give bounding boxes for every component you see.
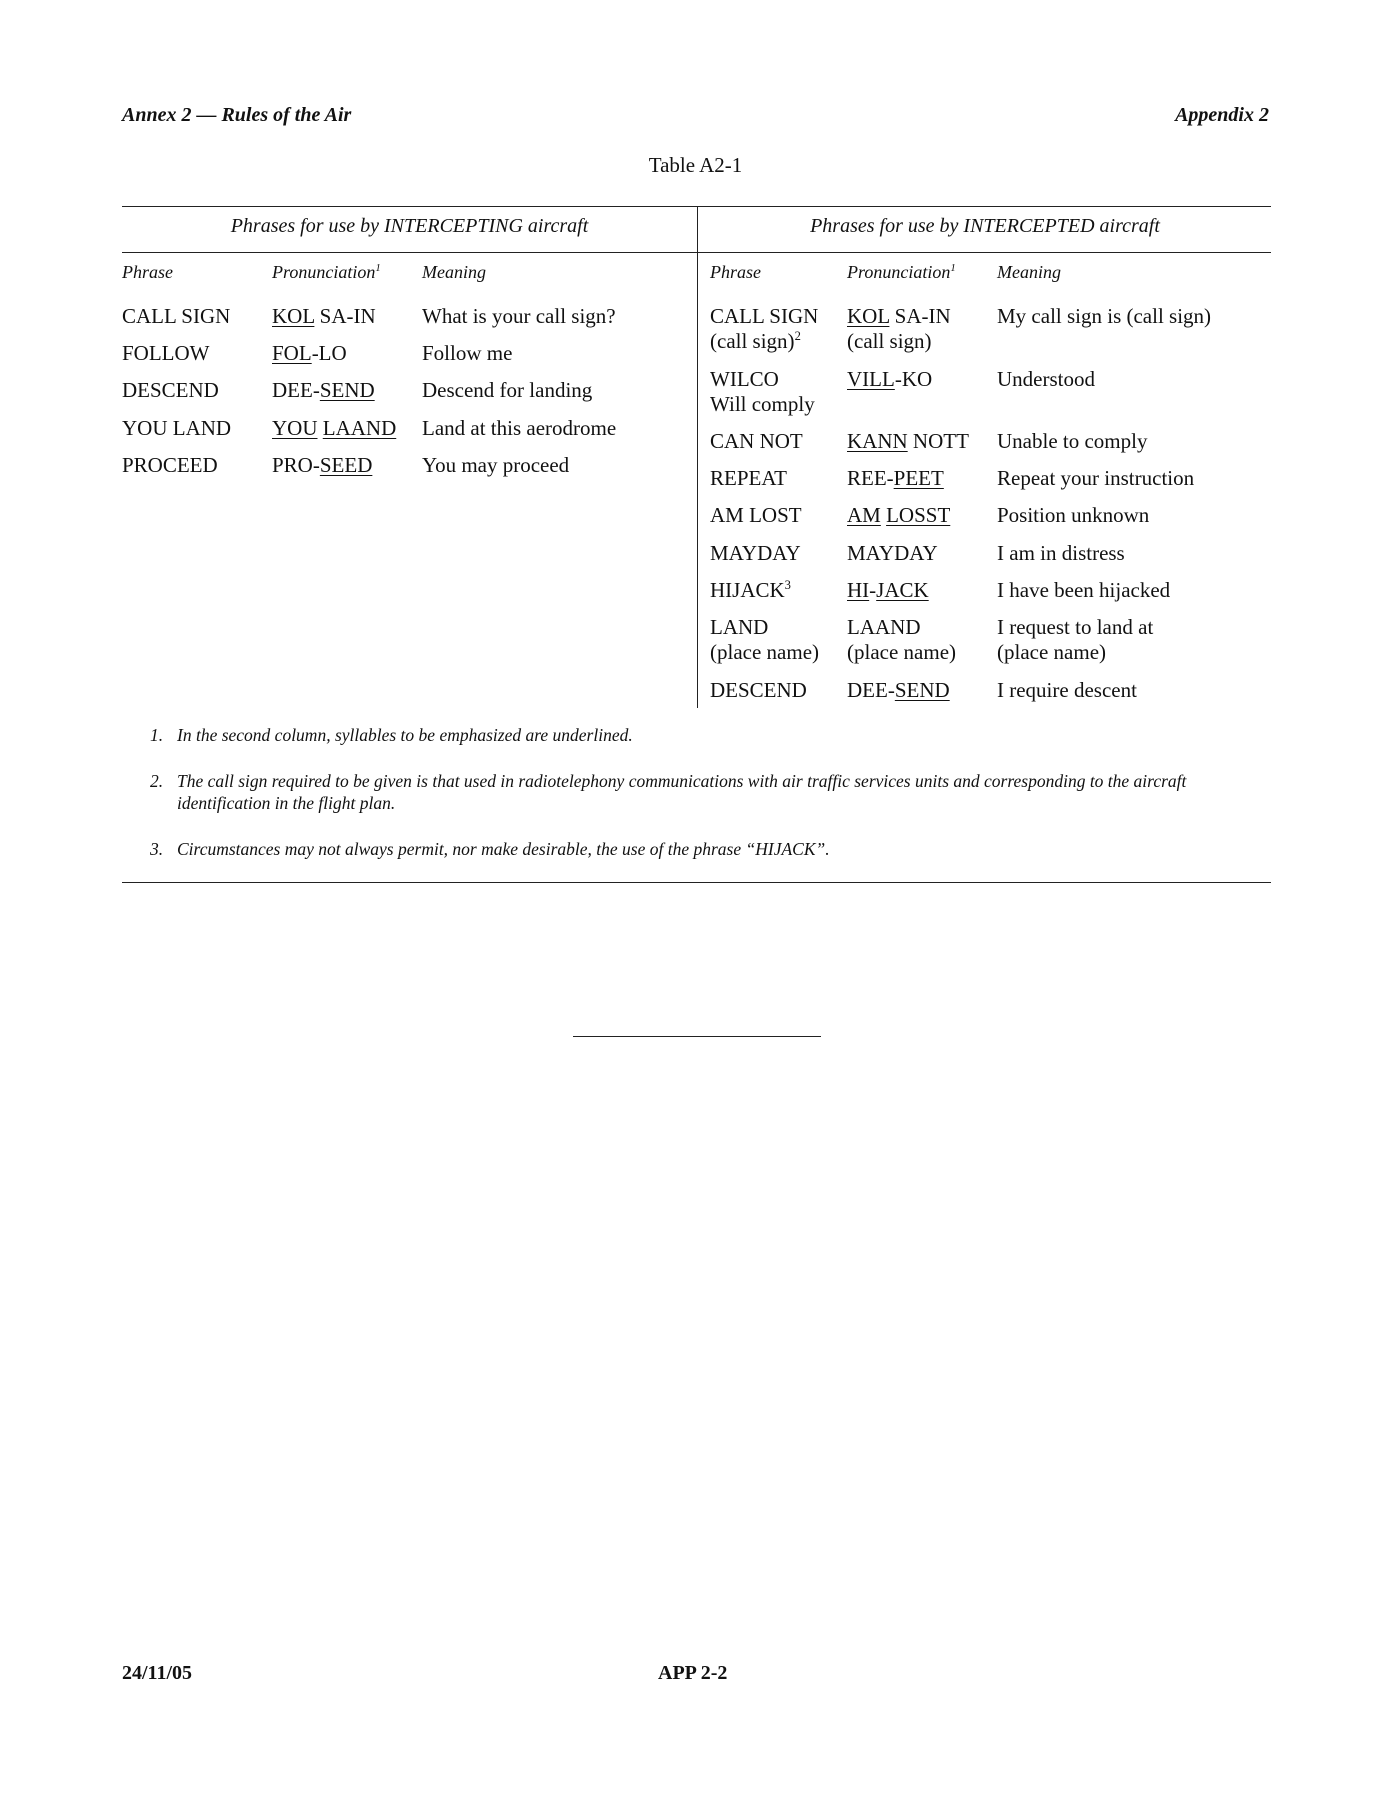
running-header-right: Appendix 2 [1175,104,1269,126]
right-meaning: Repeat your instruction [997,466,1195,490]
left-pronunciation: FOL-LO [272,341,347,365]
right-pronunciation: REE-PEET [847,466,944,490]
right-phrase: HIJACK$^3$ [710,578,791,602]
left-phrase: CALL SIGN [122,304,231,328]
running-header-left: Annex 2 — Rules of the Air [122,104,352,126]
intercepting-group-title: Phrases for use by INTERCEPTING aircraft [230,215,589,237]
left-phrase: FOLLOW [122,341,210,365]
right-phrase: MAYDAY [710,541,801,565]
right-col-pronunciation-header: Pronunciation$^1$ [847,262,956,282]
left-meaning: Land at this aerodrome [422,416,617,440]
footer-date: 24/11/05 [122,1662,193,1684]
left-col-pronunciation-header: Pronunciation$^1$ [272,262,381,282]
right-phrase: AM LOST [710,503,802,527]
right-meaning: Position unknown [997,503,1150,527]
right-meaning: Unable to comply [997,429,1148,453]
right-pronunciation: KOL SA-IN (call sign) [847,304,951,353]
footnote-2: 2. The call sign required to be given is that used in radiotelephony communications with air traffic services units and corresponding to the aircraft identification in the flight plan. [150,771,1187,813]
right-phrase: DESCEND [710,678,807,702]
left-meaning: Follow me [422,341,513,365]
left-phrase: PROCEED [122,453,218,477]
left-meaning: Descend for landing [422,378,593,402]
table-bottom-rule [122,882,1271,883]
left-meaning: What is your call sign? [422,304,616,328]
right-pronunciation: AM LOSST [847,503,951,527]
right-meaning: Understood [997,367,1095,391]
right-phrase: CAN NOT [710,429,803,453]
right-meaning: I have been hijacked [997,578,1171,602]
table-title: Table A2-1 [648,153,743,177]
left-phrase: DESCEND [122,378,219,402]
right-phrase: LAND (place name) [710,615,820,664]
end-of-section-rule [573,1036,821,1037]
right-phrase: CALL SIGN (call sign)$^2$ [710,304,819,353]
left-pronunciation: DEE-SEND [272,378,375,402]
footer-page-number: APP 2-2 [658,1662,728,1684]
left-pronunciation: KOL SA-IN [272,304,376,328]
right-pronunciation: MAYDAY [847,541,938,565]
column-divider [697,206,698,708]
right-pronunciation: DEE-SEND [847,678,950,702]
left-col-phrase-header: Phrase [122,262,173,282]
left-meaning: You may proceed [422,453,570,477]
right-phrase: REPEAT [710,466,788,490]
footnote-1: 1. In the second column, syllables to be emphasized are underlined. [150,725,633,745]
right-pronunciation: VILL-KO [847,367,933,391]
right-col-phrase-header: Phrase [710,262,761,282]
left-pronunciation: PRO-SEED [272,453,373,477]
right-pronunciation: LAAND (place name) [847,615,957,664]
right-col-meaning-header: Meaning [997,262,1061,282]
intercepted-group-title: Phrases for use by INTERCEPTED aircraft [810,215,1160,237]
right-meaning: I request to land at (place name) [997,615,1154,664]
right-meaning: I am in distress [997,541,1125,565]
right-pronunciation: KANN NOTT [847,429,969,453]
left-pronunciation: YOU LAAND [272,416,397,440]
footnote-3: 3. Circumstances may not always permit, nor make desirable, the use of the phrase “HIJACK”. [150,839,830,859]
left-col-meaning-header: Meaning [422,262,486,282]
left-phrase: YOU LAND [122,416,232,440]
right-phrase: WILCO Will comply [710,367,815,416]
right-pronunciation: HI-JACK [847,578,929,602]
right-meaning: I require descent [997,678,1137,702]
right-meaning: My call sign is (call sign) [997,304,1212,328]
